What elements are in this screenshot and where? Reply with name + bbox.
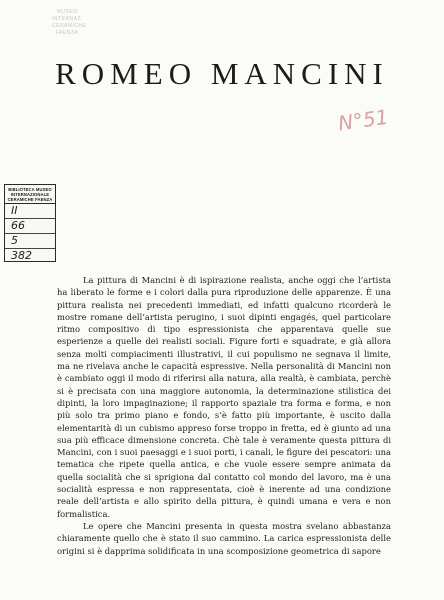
label-row: II <box>5 204 55 219</box>
label-row: 382 <box>11 249 32 262</box>
museum-stamp <box>52 9 87 37</box>
stamp-line: FAENZA <box>55 30 79 36</box>
handwritten-number: N°51 <box>336 104 390 136</box>
page-title: ROMEO MANCINI <box>55 56 389 91</box>
library-label <box>4 184 56 262</box>
paragraph: Le opere che Mancini presenta in questa mostra svelano abbastanza chiaramente quello che è stato il suo cammino. La carica espressionista delle origini si è dapprima solidificata in una scomposizione geometrica di sapore <box>57 520 391 556</box>
stamp-line: CERAMICHE <box>52 23 87 29</box>
stamp-line: INTERNAZ. <box>52 16 83 22</box>
article-body <box>57 274 391 557</box>
label-row: 5 <box>5 234 55 249</box>
paragraph: La pittura di Mancini è di ispirazione realista, anche oggi che l’artista ha liberato le forme e i colori dalla pura riproduzione delle apparenze. È una pittura realista nei precedenti immediati, ed infatti qualcuno ricorderà le mostre romane dell’artista perugino, i suoi dipinti engagés, quel particolare ritmo compositivo di tipo espressionista che apparentava quelle sue esperienze a quelle dei realisti sociali. Figure forti e squadrate, e già allora senza molti compiacimenti illustrativi, il cui populismo ne segnava il limite, ma ne rivelava anche le capacità espressive. Nella personalità di Mancini non è cambiato oggi il modo di riferirsi alla natura, alla realtà, è cambiata, perchè si è precisata con una maggiore autonomia, la determinazione stilistica dei dipinti, la loro impaginazione; il rapporto spaziale tra forma e forma, e non più solo tra primo piano e fondo, s’è fatto più importante, è uscito dalla elementarità di un cubismo appreso forse troppo in fretta, ed è giunto ad una sua più efficace dimensione concreta. Chè tale è veramente questa pittura di Mancini, con i suoi paesaggi e i suoi porti, i canali, le figure dei pescatori: una tematica che ripete quella antica, e che vuole essere sempre animata da quella socialità che si sprigiona dal contatto col mondo del lavoro, ma è una socialità espressa e non rappresentata, cioè è inerente ad una condizione reale dell’artista e allo spirito della pittura, è quindi umana e vera e non formalistica. <box>57 275 391 519</box>
stamp-line: MUSEO <box>56 9 78 15</box>
label-row: 66 <box>5 219 55 234</box>
library-institution: BIBLIOTECA MUSEO INTERNAZIONALE CERAMICHE FAENZA <box>5 185 55 204</box>
